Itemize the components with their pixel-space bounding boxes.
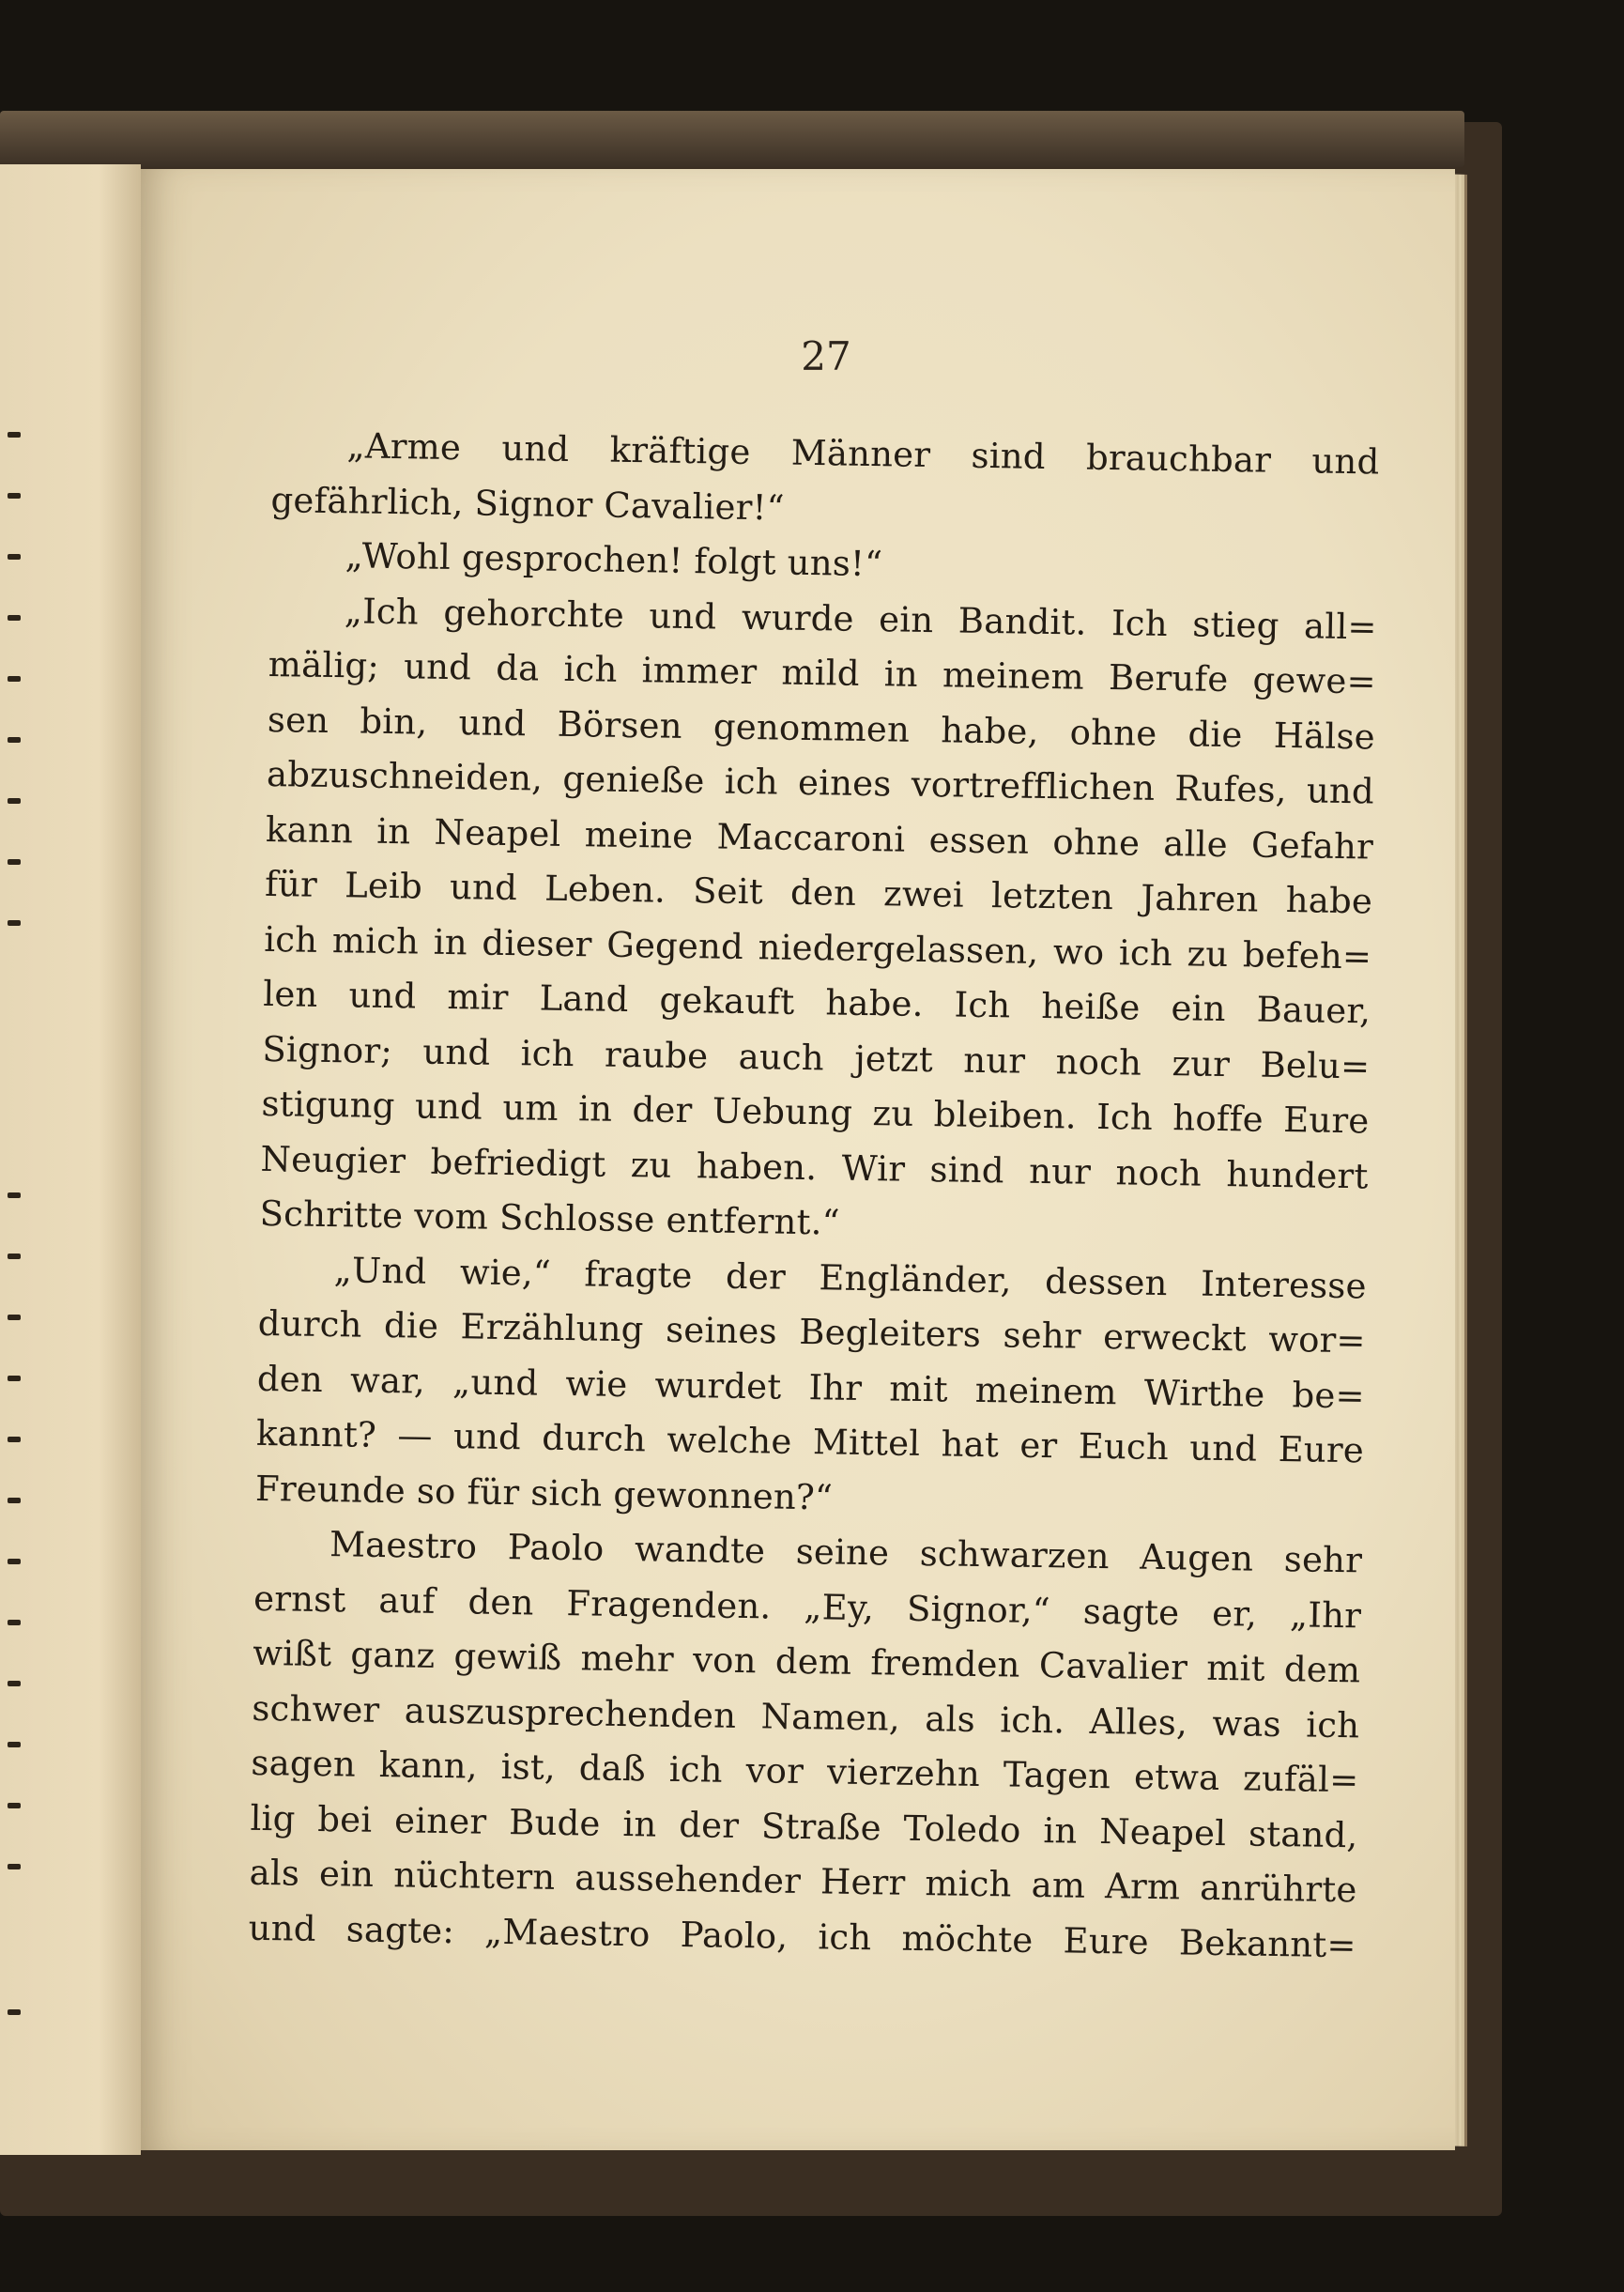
text-fragment	[8, 432, 21, 438]
text-line: durch die Erzählung seines Begleiters sehr erweckt wor=	[257, 1302, 1367, 1361]
text-line: ich mich in dieser Gegend niedergelassen, wo ich zu befeh=	[263, 918, 1372, 977]
text-line: ernst auf den Fragenden. „Ey, Signor,“ sagte er, „Ihr	[253, 1577, 1362, 1636]
text-line: sen bin, und Börsen genommen habe, ohne die Hälse	[267, 699, 1376, 757]
text-fragment	[8, 1315, 21, 1320]
text-fragment	[8, 676, 21, 682]
text-line: gefährlich, Signor Cavalier!“	[270, 479, 786, 529]
text-fragment	[8, 1376, 21, 1381]
text-fragment	[8, 920, 21, 926]
text-line: als ein nüchtern aussehender Herr mich am Arm anrührte	[249, 1852, 1357, 1911]
text-line: Maestro Paolo wandte seine schwarzen Augen sehr	[329, 1524, 1363, 1581]
text-line: „Ich gehorchte und wurde ein Bandit. Ich stieg all=	[344, 590, 1377, 648]
text-fragment	[8, 1437, 21, 1442]
text-fragment	[8, 2009, 21, 2015]
text-line: abzuschneiden, genieße ich eines vortrefflichen Rufes, und	[266, 753, 1375, 812]
text-line: für Leib und Leben. Seit den zwei letzten Jahren habe	[264, 863, 1373, 922]
book-page	[141, 169, 1455, 2150]
text-line: mälig; und da ich immer mild in meinem Berufe gewe=	[268, 643, 1377, 702]
text-fragment	[8, 798, 21, 804]
text-fragment	[8, 1620, 21, 1625]
text-line: „Arme und kräftige Männer sind brauchbar und	[346, 425, 1380, 483]
text-line: Freunde so für sich gewonnen?“	[254, 1468, 834, 1518]
text-fragment	[8, 1864, 21, 1869]
text-line: „Und wie,“ fragte der Engländer, dessen Interesse	[333, 1249, 1367, 1306]
text-line: len und mir Land gekauft habe. Ich heiße ein Bauer,	[263, 973, 1371, 1032]
text-line: kann in Neapel meine Maccaroni essen ohne alle Gefahr	[265, 808, 1374, 867]
book-binding-edge	[0, 111, 1464, 167]
text-fragment	[8, 1192, 21, 1198]
text-line: und sagte: „Maestro Paolo, ich möchte Eure Bekannt=	[248, 1907, 1356, 1965]
text-fragment	[8, 554, 21, 560]
text-line: „Wohl gesprochen! folgt uns!“	[345, 535, 883, 585]
page-text-block	[248, 418, 1380, 1973]
text-fragment	[8, 1803, 21, 1808]
text-fragment	[8, 1254, 21, 1259]
text-fragment	[8, 615, 21, 621]
text-line: den war, „und wie wurdet Ihr mit meinem Wirthe be=	[256, 1358, 1366, 1416]
text-line: Neugier befriedigt zu haben. Wir sind nur noch hundert	[260, 1138, 1369, 1196]
text-fragment	[8, 859, 21, 865]
text-line: schwer auszusprechenden Namen, als ich. Alles, was ich	[252, 1687, 1360, 1746]
text-line: wißt ganz gewiß mehr von dem fremden Cavalier mit dem	[252, 1632, 1361, 1691]
text-line: Signor; und ich raube auch jetzt nur noch zur Belu=	[262, 1028, 1371, 1086]
text-line: kannt? — und durch welche Mittel hat er Euch und Eure	[255, 1412, 1365, 1471]
page-number: 27	[801, 333, 851, 379]
text-fragment	[8, 1498, 21, 1503]
text-line: Schritte vom Schlosse entfernt.“	[259, 1192, 841, 1243]
previous-page-text-fragments	[0, 164, 38, 2155]
text-fragment	[8, 1559, 21, 1564]
text-line: sagen kann, ist, daß ich vor vierzehn Tagen etwa zufäl=	[251, 1742, 1359, 1801]
text-line: stigung und um in der Uebung zu bleiben. Ich hoffe Eure	[261, 1083, 1370, 1142]
text-fragment	[8, 1742, 21, 1747]
previous-page-edge	[0, 164, 141, 2155]
text-fragment	[8, 737, 21, 743]
text-line: lig bei einer Bude in der Straße Toledo in Neapel stand,	[250, 1797, 1358, 1855]
text-fragment	[8, 1681, 21, 1686]
text-fragment	[8, 493, 21, 499]
